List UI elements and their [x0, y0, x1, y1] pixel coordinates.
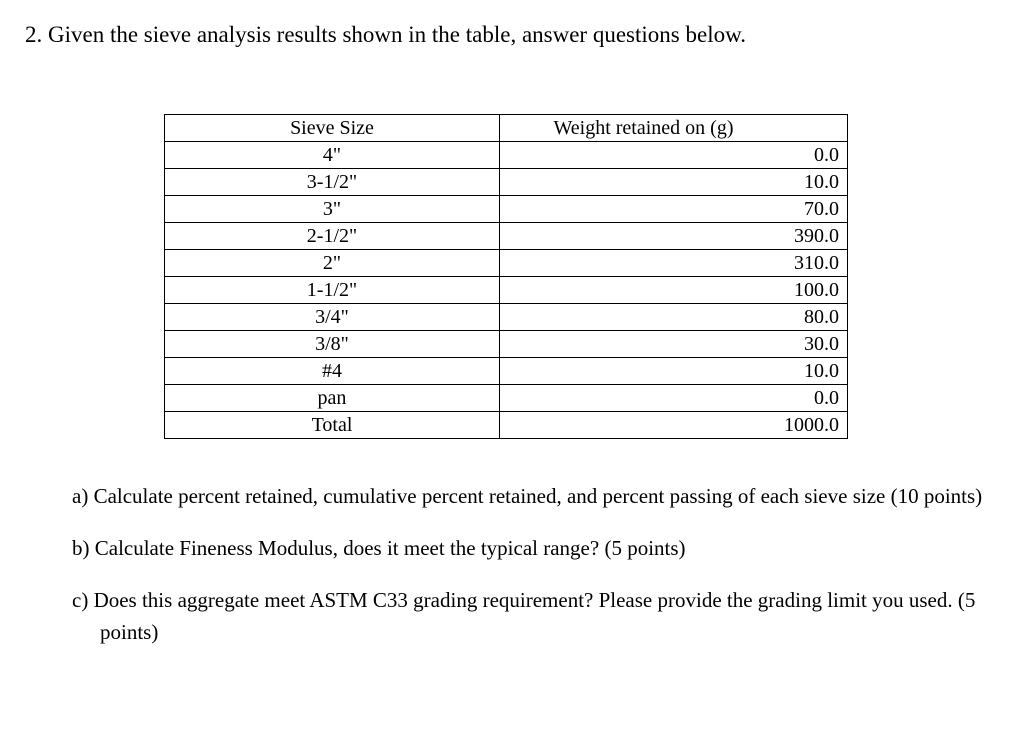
table-row — [165, 169, 848, 196]
weight-cell: 10.0 — [500, 358, 848, 385]
table-row — [165, 142, 848, 169]
sieve-size-cell: pan — [165, 385, 500, 412]
weight-cell: 30.0 — [500, 331, 848, 358]
table-row — [165, 277, 848, 304]
weight-cell: 0.0 — [500, 142, 848, 169]
header-sieve-size: Sieve Size — [165, 115, 500, 142]
weight-cell: 80.0 — [500, 304, 848, 331]
header-weight-retained: Weight retained on (g) — [500, 115, 848, 142]
sieve-size-cell: #4 — [165, 358, 500, 385]
table-row — [165, 358, 848, 385]
table-row — [165, 223, 848, 250]
table-row — [165, 304, 848, 331]
weight-cell: 100.0 — [500, 277, 848, 304]
question-b: b) Calculate Fineness Modulus, does it meet the typical range? (5 points) — [72, 536, 686, 560]
sieve-size-cell: 3" — [165, 196, 500, 223]
sieve-size-cell: 1-1/2" — [165, 277, 500, 304]
sieve-size-cell: 2-1/2" — [165, 223, 500, 250]
question-title: 2. Given the sieve analysis results shown in the table, answer questions below. — [25, 22, 746, 47]
table-header-row — [165, 115, 848, 142]
sieve-analysis-table — [164, 114, 848, 439]
sieve-size-cell: 3/4" — [165, 304, 500, 331]
sieve-size-cell: 3/8" — [165, 331, 500, 358]
weight-cell: 390.0 — [500, 223, 848, 250]
total-label-cell: Total — [165, 412, 500, 439]
table-row — [165, 331, 848, 358]
sieve-size-cell: 3-1/2" — [165, 169, 500, 196]
sieve-size-cell: 2" — [165, 250, 500, 277]
total-weight-cell: 1000.0 — [500, 412, 848, 439]
weight-cell: 310.0 — [500, 250, 848, 277]
table-row — [165, 196, 848, 223]
weight-cell: 70.0 — [500, 196, 848, 223]
weight-cell: 0.0 — [500, 385, 848, 412]
question-list — [72, 480, 1002, 668]
table-row — [165, 250, 848, 277]
question-c: c) Does this aggregate meet ASTM C33 grading requirement? Please provide the grading limit you used. (5 points) — [72, 588, 976, 644]
question-a: a) Calculate percent retained, cumulative percent retained, and percent passing of each sieve size (10 points) — [72, 484, 983, 508]
table-total-row — [165, 412, 848, 439]
sieve-size-cell: 4" — [165, 142, 500, 169]
table-row — [165, 385, 848, 412]
weight-cell: 10.0 — [500, 169, 848, 196]
